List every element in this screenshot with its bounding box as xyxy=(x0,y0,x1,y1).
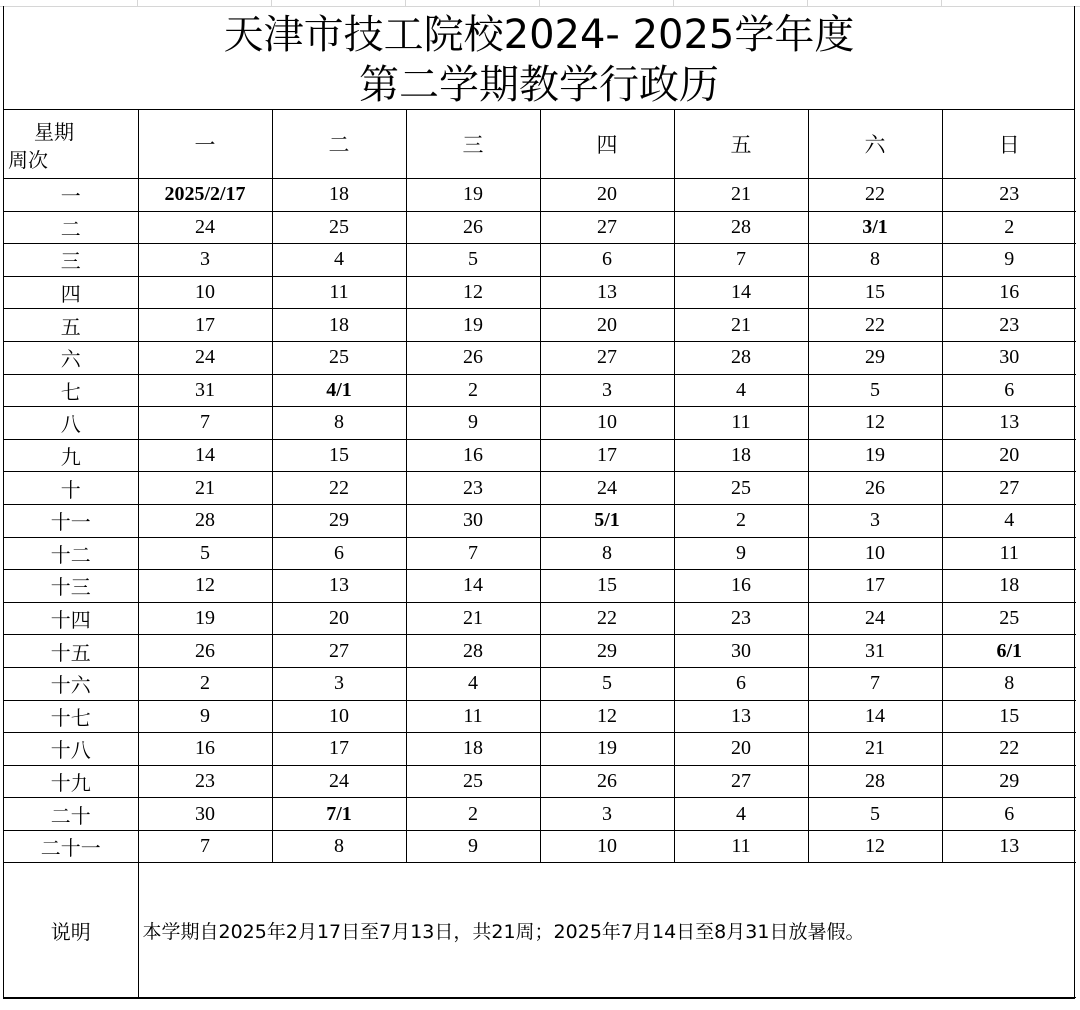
week-number-cell: 二 xyxy=(4,211,138,244)
week-number-cell: 九 xyxy=(4,439,138,472)
week-row xyxy=(4,635,1076,668)
date-cell: 29 xyxy=(808,341,942,374)
date-cell: 20 xyxy=(540,179,674,212)
date-cell: 3 xyxy=(272,667,406,700)
date-cell: 14 xyxy=(808,700,942,733)
week-row xyxy=(4,700,1076,733)
date-cell: 28 xyxy=(674,341,808,374)
date-cell: 23 xyxy=(942,309,1076,342)
date-cell: 9 xyxy=(674,537,808,570)
week-number-cell: 十九 xyxy=(4,765,138,798)
date-cell: 8 xyxy=(808,244,942,277)
date-cell: 23 xyxy=(406,472,540,505)
date-cell: 23 xyxy=(674,602,808,635)
week-number-cell: 十六 xyxy=(4,667,138,700)
date-cell: 7 xyxy=(406,537,540,570)
day-header-sun: 日 xyxy=(942,110,1076,179)
title-line-1: 天津市技工院校2024- 2025学年度 xyxy=(223,12,855,58)
date-cell: 14 xyxy=(138,439,272,472)
date-cell: 7 xyxy=(138,407,272,440)
date-cell: 11 xyxy=(272,276,406,309)
calendar-sheet xyxy=(3,6,1075,999)
date-cell: 10 xyxy=(138,276,272,309)
date-cell: 29 xyxy=(540,635,674,668)
date-cell: 4 xyxy=(674,798,808,831)
week-number-cell: 二十 xyxy=(4,798,138,831)
week-row xyxy=(4,537,1076,570)
week-number-cell: 五 xyxy=(4,309,138,342)
date-cell: 5 xyxy=(808,374,942,407)
date-cell: 2 xyxy=(138,667,272,700)
week-row xyxy=(4,439,1076,472)
date-cell: 28 xyxy=(406,635,540,668)
date-cell: 9 xyxy=(406,830,540,863)
date-cell: 26 xyxy=(540,765,674,798)
date-cell: 17 xyxy=(808,570,942,603)
date-cell: 14 xyxy=(406,570,540,603)
date-cell: 26 xyxy=(138,635,272,668)
notes-row xyxy=(4,863,1076,998)
date-cell: 19 xyxy=(138,602,272,635)
date-cell: 24 xyxy=(808,602,942,635)
date-cell: 12 xyxy=(406,276,540,309)
date-cell: 13 xyxy=(942,830,1076,863)
week-row xyxy=(4,765,1076,798)
notes-label: 说明 xyxy=(4,863,138,998)
date-cell: 31 xyxy=(808,635,942,668)
day-header-tue: 二 xyxy=(272,110,406,179)
date-cell: 15 xyxy=(272,439,406,472)
day-header-mon: 一 xyxy=(138,110,272,179)
date-cell: 27 xyxy=(674,765,808,798)
date-cell: 22 xyxy=(942,733,1076,766)
date-cell: 6 xyxy=(540,244,674,277)
date-cell: 5 xyxy=(808,798,942,831)
date-cell: 30 xyxy=(138,798,272,831)
week-row xyxy=(4,798,1076,831)
week-number-cell: 十二 xyxy=(4,537,138,570)
date-cell: 11 xyxy=(674,407,808,440)
date-cell: 13 xyxy=(674,700,808,733)
date-cell: 25 xyxy=(406,765,540,798)
week-number-cell: 六 xyxy=(4,341,138,374)
week-number-cell: 一 xyxy=(4,179,138,212)
day-header-sat: 六 xyxy=(808,110,942,179)
date-cell: 16 xyxy=(138,733,272,766)
date-cell: 21 xyxy=(808,733,942,766)
date-cell: 20 xyxy=(674,733,808,766)
date-cell: 6 xyxy=(942,374,1076,407)
date-cell: 12 xyxy=(808,830,942,863)
date-cell: 7/1 xyxy=(272,798,406,831)
date-cell: 14 xyxy=(674,276,808,309)
week-number-cell: 七 xyxy=(4,374,138,407)
date-cell: 16 xyxy=(942,276,1076,309)
date-cell: 19 xyxy=(406,179,540,212)
date-cell: 17 xyxy=(138,309,272,342)
date-cell: 3 xyxy=(808,504,942,537)
date-cell: 11 xyxy=(674,830,808,863)
date-cell: 24 xyxy=(138,341,272,374)
date-cell: 12 xyxy=(138,570,272,603)
week-row xyxy=(4,667,1076,700)
date-cell: 7 xyxy=(808,667,942,700)
date-cell: 4 xyxy=(674,374,808,407)
date-cell: 9 xyxy=(942,244,1076,277)
date-cell: 24 xyxy=(272,765,406,798)
date-cell: 9 xyxy=(138,700,272,733)
date-cell: 4 xyxy=(942,504,1076,537)
date-cell: 21 xyxy=(674,179,808,212)
date-cell: 29 xyxy=(942,765,1076,798)
date-cell: 28 xyxy=(808,765,942,798)
date-cell: 3 xyxy=(540,798,674,831)
date-cell: 8 xyxy=(272,830,406,863)
date-cell: 26 xyxy=(406,211,540,244)
week-axis-label: 周次 xyxy=(8,148,48,172)
date-cell: 18 xyxy=(406,733,540,766)
date-cell: 2 xyxy=(406,374,540,407)
date-cell: 15 xyxy=(540,570,674,603)
date-cell: 24 xyxy=(138,211,272,244)
date-cell: 20 xyxy=(272,602,406,635)
date-cell: 19 xyxy=(406,309,540,342)
notes-text: 本学期自2025年2月17日至7月13日，共21周；2025年7月14日至8月31日放暑假。 xyxy=(138,863,1076,998)
date-cell: 22 xyxy=(808,179,942,212)
week-row xyxy=(4,211,1076,244)
week-row xyxy=(4,570,1076,603)
date-cell: 17 xyxy=(272,733,406,766)
date-cell: 3 xyxy=(540,374,674,407)
week-row xyxy=(4,602,1076,635)
week-row xyxy=(4,309,1076,342)
date-cell: 28 xyxy=(674,211,808,244)
date-cell: 10 xyxy=(808,537,942,570)
date-cell: 21 xyxy=(406,602,540,635)
week-row xyxy=(4,733,1076,766)
date-cell: 2 xyxy=(674,504,808,537)
date-cell: 27 xyxy=(942,472,1076,505)
date-cell: 23 xyxy=(942,179,1076,212)
week-number-cell: 十五 xyxy=(4,635,138,668)
date-cell: 11 xyxy=(406,700,540,733)
date-cell: 6 xyxy=(674,667,808,700)
date-cell: 30 xyxy=(942,341,1076,374)
day-header-thu: 四 xyxy=(540,110,674,179)
date-cell: 8 xyxy=(272,407,406,440)
date-cell: 12 xyxy=(808,407,942,440)
week-number-cell: 十 xyxy=(4,472,138,505)
date-cell: 26 xyxy=(808,472,942,505)
date-cell: 4/1 xyxy=(272,374,406,407)
date-cell: 26 xyxy=(406,341,540,374)
corner-header-cell xyxy=(4,110,138,179)
week-number-cell: 三 xyxy=(4,244,138,277)
date-cell: 13 xyxy=(942,407,1076,440)
week-row xyxy=(4,276,1076,309)
date-cell: 6/1 xyxy=(942,635,1076,668)
date-cell: 7 xyxy=(674,244,808,277)
date-cell: 22 xyxy=(540,602,674,635)
date-cell: 6 xyxy=(272,537,406,570)
date-cell: 25 xyxy=(942,602,1076,635)
date-cell: 4 xyxy=(406,667,540,700)
date-cell: 31 xyxy=(138,374,272,407)
date-cell: 21 xyxy=(138,472,272,505)
date-cell: 16 xyxy=(406,439,540,472)
date-cell: 13 xyxy=(272,570,406,603)
week-number-cell: 十七 xyxy=(4,700,138,733)
date-cell: 10 xyxy=(272,700,406,733)
week-number-cell: 十一 xyxy=(4,504,138,537)
date-cell: 30 xyxy=(406,504,540,537)
date-cell: 25 xyxy=(272,211,406,244)
date-cell: 29 xyxy=(272,504,406,537)
date-cell: 27 xyxy=(272,635,406,668)
week-row xyxy=(4,374,1076,407)
date-cell: 19 xyxy=(808,439,942,472)
date-cell: 8 xyxy=(540,537,674,570)
date-cell: 10 xyxy=(540,407,674,440)
date-cell: 15 xyxy=(942,700,1076,733)
week-row xyxy=(4,472,1076,505)
date-cell: 21 xyxy=(674,309,808,342)
week-row xyxy=(4,341,1076,374)
date-cell: 6 xyxy=(942,798,1076,831)
date-cell: 28 xyxy=(138,504,272,537)
date-cell: 22 xyxy=(272,472,406,505)
date-cell: 2025/2/17 xyxy=(138,179,272,212)
date-cell: 18 xyxy=(674,439,808,472)
date-cell: 5 xyxy=(540,667,674,700)
date-cell: 4 xyxy=(272,244,406,277)
date-cell: 11 xyxy=(942,537,1076,570)
date-cell: 18 xyxy=(272,309,406,342)
week-row xyxy=(4,830,1076,863)
date-cell: 25 xyxy=(272,341,406,374)
date-cell: 27 xyxy=(540,341,674,374)
date-cell: 22 xyxy=(808,309,942,342)
title-line-2: 第二学期教学行政历 xyxy=(359,62,719,108)
date-cell: 2 xyxy=(406,798,540,831)
date-cell: 13 xyxy=(540,276,674,309)
week-number-cell: 四 xyxy=(4,276,138,309)
date-cell: 2 xyxy=(942,211,1076,244)
date-cell: 5 xyxy=(406,244,540,277)
date-cell: 19 xyxy=(540,733,674,766)
day-header-fri: 五 xyxy=(674,110,808,179)
header-row xyxy=(4,110,1076,179)
date-cell: 30 xyxy=(674,635,808,668)
week-row xyxy=(4,504,1076,537)
week-row xyxy=(4,244,1076,277)
week-row xyxy=(4,179,1076,212)
week-number-cell: 八 xyxy=(4,407,138,440)
date-cell: 18 xyxy=(942,570,1076,603)
date-cell: 25 xyxy=(674,472,808,505)
week-number-cell: 二十一 xyxy=(4,830,138,863)
date-cell: 17 xyxy=(540,439,674,472)
date-cell: 15 xyxy=(808,276,942,309)
date-cell: 10 xyxy=(540,830,674,863)
date-cell: 18 xyxy=(272,179,406,212)
date-cell: 7 xyxy=(138,830,272,863)
title-block xyxy=(4,6,1074,110)
date-cell: 20 xyxy=(540,309,674,342)
week-row xyxy=(4,407,1076,440)
date-cell: 16 xyxy=(674,570,808,603)
week-number-cell: 十三 xyxy=(4,570,138,603)
date-cell: 9 xyxy=(406,407,540,440)
weekday-axis-label: 星期 xyxy=(34,120,74,144)
calendar-table xyxy=(4,110,1076,998)
date-cell: 3/1 xyxy=(808,211,942,244)
date-cell: 27 xyxy=(540,211,674,244)
date-cell: 5 xyxy=(138,537,272,570)
date-cell: 24 xyxy=(540,472,674,505)
date-cell: 3 xyxy=(138,244,272,277)
date-cell: 5/1 xyxy=(540,504,674,537)
week-number-cell: 十八 xyxy=(4,733,138,766)
date-cell: 8 xyxy=(942,667,1076,700)
date-cell: 23 xyxy=(138,765,272,798)
day-header-wed: 三 xyxy=(406,110,540,179)
date-cell: 12 xyxy=(540,700,674,733)
date-cell: 20 xyxy=(942,439,1076,472)
week-number-cell: 十四 xyxy=(4,602,138,635)
